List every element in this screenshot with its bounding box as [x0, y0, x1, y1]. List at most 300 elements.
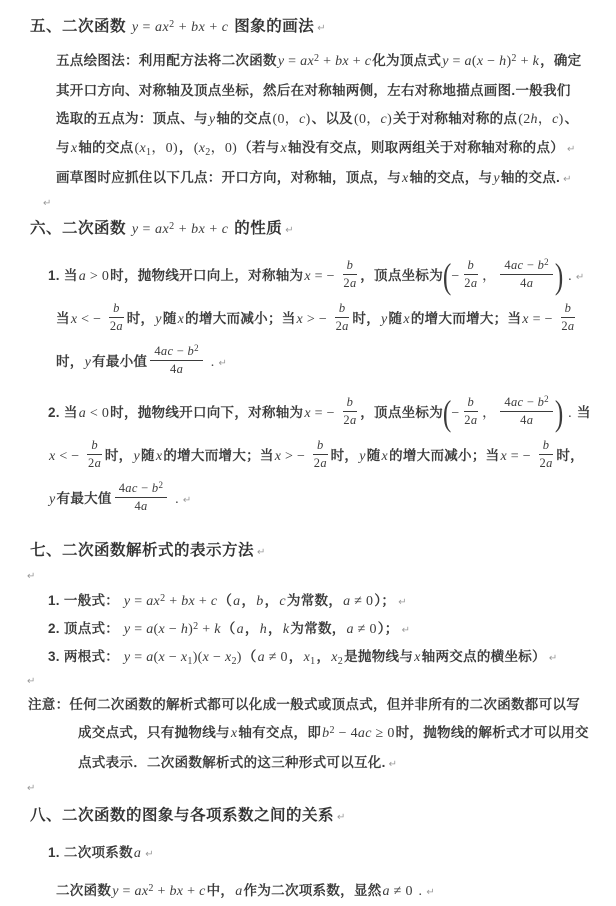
section-5-para-line-3 — [56, 105, 616, 134]
math-variable: y — [49, 492, 56, 508]
math-variable: a — [510, 258, 518, 272]
note-line-2 — [78, 719, 616, 749]
text-run: 点式表示．二次函数解析式的这三种形式可以互化. — [78, 755, 386, 770]
math-variable: k — [282, 622, 290, 637]
math-variable: c — [365, 726, 372, 741]
math-variable: x — [70, 312, 78, 328]
section-8-item-1 — [48, 840, 616, 868]
fraction — [115, 481, 168, 514]
fraction-numerator — [150, 344, 203, 361]
section-6-item-1-line-3 — [56, 341, 616, 384]
text-run: ， — [288, 649, 303, 664]
fraction-denominator — [464, 275, 479, 291]
fraction-denominator — [313, 455, 328, 471]
math-variable: c — [299, 112, 306, 127]
fraction — [464, 395, 479, 428]
paragraph-mark-icon: ↵ — [257, 547, 266, 558]
math-operator: ，0) — [210, 141, 238, 156]
math-run — [504, 258, 549, 272]
math-operator: 4 — [118, 481, 126, 495]
math-variable: x — [153, 594, 161, 609]
math-variable: x — [500, 449, 507, 465]
text-run: 时， — [352, 311, 381, 327]
math-operator: + — [198, 622, 215, 637]
math-operator: = — [130, 594, 147, 609]
math-variable: a — [94, 456, 102, 470]
math-variable: b — [467, 258, 475, 272]
math-run — [281, 141, 288, 156]
math-variable: a — [349, 276, 357, 290]
math-variable: x — [158, 622, 166, 637]
math-operator: 2 — [343, 413, 350, 427]
paragraph-mark-icon: ↵ — [145, 849, 154, 860]
math-variable: x — [230, 726, 238, 741]
paragraph-mark-icon: ↵ — [27, 676, 36, 687]
section-7-item-2 — [48, 616, 616, 644]
math-operator: 4 — [170, 362, 177, 376]
math-operator: (2 — [518, 112, 531, 127]
paragraph-mark-icon: ↵ — [401, 625, 410, 636]
math-run — [451, 400, 459, 428]
section-6-item-2-line-1 — [48, 392, 616, 435]
text-run: 关于对称轴对称的点 — [393, 111, 518, 126]
superscript: 2 — [169, 18, 175, 30]
text-run: 是抛物线与 — [344, 649, 414, 664]
paragraph-mark-icon: ↵ — [27, 783, 36, 794]
math-operator: 4 — [504, 258, 511, 272]
math-operator: > 0 — [86, 269, 110, 285]
math-operator: ) — [236, 650, 242, 665]
section-5-para-line-5 — [56, 164, 616, 194]
section-5-para-line-1 — [56, 47, 616, 77]
math-variable: h — [530, 112, 538, 127]
math-operator: + — [348, 54, 365, 69]
math-operator: 2 — [343, 276, 350, 290]
text-run: 化为顶点式 — [372, 53, 442, 68]
math-variable: a — [357, 726, 366, 741]
math-run — [520, 413, 533, 427]
math-operator: + — [174, 222, 192, 237]
text-run: ， — [316, 649, 331, 664]
superscript: 2 — [160, 592, 166, 604]
math-variable: b — [346, 395, 354, 409]
fraction-denominator — [343, 412, 358, 428]
note-line-1 — [28, 691, 616, 719]
text-run: 、 — [564, 111, 579, 126]
math-variable: a — [133, 846, 142, 861]
parenthesized-group — [444, 392, 562, 435]
math-operator: = — [448, 54, 465, 69]
text-run: 二次函数 — [56, 883, 112, 898]
math-variable: x — [403, 312, 410, 328]
text-run: ，顶点坐标为 — [360, 405, 444, 421]
math-variable: a — [342, 319, 349, 333]
math-run — [283, 622, 290, 637]
open-paren-icon: ( — [442, 393, 452, 434]
math-variable: b — [346, 258, 354, 272]
math-run — [113, 301, 120, 315]
math-variable: b — [338, 301, 346, 315]
math-variable: x — [476, 54, 484, 69]
text-run: 五、二次函数 — [30, 18, 131, 35]
math-operator: 4 — [520, 413, 527, 427]
math-run — [520, 276, 533, 290]
text-run: 成交点式，只有抛物线与 — [78, 725, 230, 740]
text-run: 为常数， — [286, 593, 343, 608]
math-variable: b — [467, 395, 475, 409]
math-operator: − — [165, 622, 181, 637]
superscript: 2 — [194, 343, 199, 354]
math-variable: c — [380, 112, 388, 127]
parenthesized-group — [444, 255, 562, 298]
text-run: 3. 两根式： — [48, 649, 120, 664]
math-variable: c — [364, 54, 372, 69]
math-run — [194, 141, 237, 156]
math-variable: x — [342, 54, 349, 69]
math-variable: a — [154, 222, 163, 237]
math-variable: x — [162, 222, 170, 237]
math-run — [347, 622, 377, 637]
paragraph-mark-icon: ↵ — [317, 23, 326, 34]
math-variable: a — [116, 319, 123, 333]
math-operator: ( — [193, 141, 199, 156]
math-variable: x — [303, 650, 311, 665]
math-variable: a — [526, 413, 534, 427]
math-variable: b — [542, 438, 550, 452]
math-variable: x — [198, 222, 206, 237]
text-run: 七、二次函数解析式的表示方法 — [30, 542, 255, 559]
math-run — [258, 650, 288, 665]
math-operator: . — [206, 355, 215, 371]
text-run: ， — [264, 593, 279, 608]
text-run: 轴的交点 — [216, 111, 272, 126]
math-operator: ≠ 0 — [264, 650, 288, 665]
math-operator: . — [414, 884, 423, 899]
superscript: 2 — [544, 257, 549, 268]
text-run: 为常数， — [290, 621, 346, 636]
paragraph-mark-icon: ↵ — [548, 653, 558, 664]
math-operator: = — [138, 222, 155, 237]
math-variable: b — [191, 222, 199, 237]
text-run: ， — [241, 593, 256, 608]
math-variable: c — [199, 884, 206, 899]
math-variable: a — [146, 594, 154, 609]
text-run: 轴两交点的横坐标） — [421, 649, 546, 664]
math-variable: x — [198, 20, 206, 35]
math-run — [317, 438, 324, 452]
math-run — [120, 650, 242, 665]
math-variable: h — [259, 622, 268, 637]
text-run: （若与 — [238, 140, 280, 155]
math-operator: 4 — [154, 344, 161, 358]
fraction-numerator — [115, 481, 168, 498]
empty-paragraph-4 — [24, 779, 616, 794]
math-run — [132, 222, 229, 237]
math-variable: x — [198, 141, 206, 156]
math-variable: h — [499, 54, 507, 69]
fraction-denominator — [115, 498, 168, 514]
math-operator: ，0) — [151, 141, 178, 156]
text-run: 轴的交点，与 — [409, 170, 493, 185]
text-run: 画草图时应抓住以下几点：开口方向，对称轴，顶点，与 — [56, 170, 401, 185]
text-run: ，顶点坐标为 — [360, 268, 444, 284]
note-line-3 — [78, 749, 616, 779]
math-operator: = — [118, 884, 135, 899]
math-variable: a — [464, 54, 472, 69]
math-run — [482, 400, 496, 428]
math-operator: ， — [537, 112, 553, 127]
text-run: ， — [178, 140, 193, 155]
math-variable: x — [49, 449, 56, 465]
close-paren-icon: ) — [554, 256, 564, 297]
math-run — [71, 141, 78, 156]
math-run — [120, 622, 221, 637]
math-variable: x — [402, 171, 409, 186]
paragraph-mark-icon: ↵ — [398, 597, 407, 608]
math-variable: a — [154, 20, 163, 35]
text-run: 六、二次函数 — [30, 220, 131, 237]
math-run — [155, 312, 162, 327]
math-run — [464, 413, 477, 427]
math-operator: . — [564, 269, 572, 285]
math-run — [119, 481, 164, 495]
fraction-numerator — [500, 258, 553, 275]
section-7-item-1 — [48, 588, 616, 616]
fraction — [539, 438, 554, 471]
math-variable: b — [335, 54, 343, 69]
math-variable: x — [381, 449, 389, 465]
math-run — [171, 492, 179, 507]
math-variable: y — [359, 449, 366, 465]
math-operator: − — [523, 258, 538, 272]
math-operator: ( — [153, 650, 159, 665]
math-operator: ( — [134, 141, 140, 156]
math-operator: − — [137, 481, 152, 495]
math-run — [482, 263, 496, 291]
math-variable: b — [91, 438, 98, 452]
math-operator: ≠ 0 — [389, 884, 413, 899]
math-run — [207, 355, 215, 370]
math-operator: = — [138, 20, 155, 35]
math-variable: b — [317, 438, 324, 452]
math-run — [464, 276, 477, 290]
text-run: 时，抛物线开口向上，对称轴为 — [110, 268, 304, 284]
math-variable: x — [162, 20, 170, 35]
math-run — [347, 395, 354, 409]
math-run — [343, 276, 356, 290]
math-operator: = − — [310, 269, 339, 285]
math-operator: = — [130, 650, 147, 665]
empty-paragraph-3 — [24, 672, 616, 687]
text-run: 当 — [56, 311, 70, 327]
math-variable: x — [274, 449, 282, 465]
math-variable: y — [133, 449, 140, 465]
math-variable: a — [146, 622, 154, 637]
math-variable: k — [214, 622, 221, 637]
text-run: 1. 一般式： — [48, 593, 120, 608]
math-variable: y — [112, 884, 119, 899]
fraction-numerator — [335, 301, 350, 318]
open-paren-icon: ( — [442, 256, 452, 297]
math-variable: a — [346, 622, 354, 637]
text-run: （ — [221, 621, 236, 636]
text-run: ， — [268, 621, 282, 636]
math-run — [178, 312, 185, 327]
math-variable: c — [279, 594, 286, 609]
math-variable: x — [70, 141, 78, 156]
paragraph-mark-icon: ↵ — [426, 887, 435, 898]
text-run: ， — [244, 621, 259, 636]
math-variable: b — [537, 258, 545, 272]
math-run — [154, 344, 199, 358]
math-operator: ( — [153, 622, 159, 637]
math-run — [133, 449, 140, 464]
fraction-denominator — [343, 275, 358, 291]
math-variable: a — [235, 884, 243, 899]
math-run — [565, 301, 572, 315]
math-variable: a — [125, 481, 132, 495]
text-run: （ — [242, 649, 257, 664]
text-run: 随 — [141, 448, 155, 464]
math-variable: a — [233, 594, 241, 609]
fraction-denominator — [500, 275, 553, 291]
math-variable: x — [158, 650, 166, 665]
math-run — [415, 884, 423, 899]
math-variable: y — [208, 112, 216, 127]
math-operator: = — [284, 54, 301, 69]
math-variable: a — [349, 413, 357, 427]
math-variable: x — [280, 141, 288, 156]
text-run: 随 — [162, 311, 177, 327]
math-variable: x — [296, 312, 304, 328]
text-run: 时， — [556, 448, 584, 464]
paragraph-mark-icon: ↵ — [337, 812, 346, 823]
math-run — [156, 449, 163, 464]
math-variable: y — [493, 171, 500, 186]
math-run — [120, 594, 217, 609]
math-operator: − — [523, 395, 538, 409]
math-run — [564, 406, 572, 421]
math-run — [297, 312, 331, 327]
math-variable: a — [470, 276, 478, 290]
math-run — [91, 438, 98, 452]
section-6-item-1-line-1 — [48, 255, 616, 298]
math-variable: c — [131, 481, 138, 495]
fraction-denominator — [561, 318, 576, 334]
superscript: 2 — [544, 394, 549, 405]
math-run — [304, 269, 338, 284]
math-run — [331, 650, 343, 665]
text-run: 选取的五点为：顶点、与 — [56, 111, 208, 126]
math-operator: − 4 — [334, 726, 358, 741]
math-operator: 2 — [539, 456, 547, 470]
section-5-title — [30, 13, 616, 43]
math-operator: ≠ 0 — [353, 622, 377, 637]
text-run: 作为二次项系数，显然 — [243, 883, 382, 898]
math-operator: ) — [188, 622, 194, 637]
text-run: 轴有交点，即 — [238, 725, 322, 740]
text-run: 有最大值 — [56, 491, 112, 507]
math-operator: + — [153, 884, 170, 899]
math-operator: ) — [387, 112, 393, 127]
text-run: 轴没有交点，则取两组关于对称轴对称的点） — [288, 140, 565, 155]
text-run: 其开口方向、对称轴及顶点坐标，然后在对称轴两侧，左右对称地描点画图.一般我们 — [56, 83, 571, 98]
subscript: 2 — [337, 655, 344, 667]
text-run: 轴的交点 — [78, 140, 134, 155]
text-run: 的增大而增大；当 — [410, 311, 522, 327]
superscript: 2 — [148, 882, 154, 894]
math-run — [414, 650, 421, 665]
superscript: 2 — [169, 220, 175, 232]
math-operator: 2 — [335, 319, 343, 333]
math-run — [278, 54, 371, 69]
math-run — [231, 726, 238, 741]
math-variable: x — [304, 406, 311, 422]
math-run — [381, 312, 388, 327]
close-paren-icon: ) — [554, 393, 564, 434]
math-variable: b — [169, 884, 177, 899]
math-run — [85, 355, 92, 370]
math-operator: = − — [528, 312, 557, 328]
subscript: 1 — [146, 146, 152, 158]
math-variable: a — [320, 456, 327, 470]
math-operator: 2 — [464, 276, 471, 290]
math-run — [402, 171, 409, 186]
math-operator: ， — [482, 268, 497, 284]
text-run: ，确定 — [540, 53, 582, 68]
math-variable: a — [141, 499, 148, 513]
math-variable: x — [141, 884, 149, 899]
section-6-item-1-line-2 — [56, 298, 616, 341]
math-variable: a — [567, 319, 575, 333]
math-variable: a — [78, 406, 87, 422]
fraction-numerator — [500, 395, 553, 412]
math-variable: y — [123, 622, 131, 637]
math-run — [134, 846, 141, 861]
math-run — [260, 622, 267, 637]
math-run — [275, 449, 309, 464]
math-run — [468, 395, 475, 409]
math-variable: a — [300, 54, 308, 69]
fraction — [313, 438, 328, 471]
math-operator: − — [209, 650, 225, 665]
math-operator: − — [451, 405, 460, 421]
math-variable: b — [256, 594, 264, 609]
math-operator: 4 — [520, 276, 527, 290]
fraction-numerator — [561, 301, 576, 318]
math-run — [522, 312, 556, 327]
math-variable: y — [123, 594, 131, 609]
fraction-numerator — [313, 438, 328, 455]
math-run — [493, 171, 500, 186]
math-run — [112, 884, 205, 899]
fraction-numerator — [464, 395, 479, 412]
math-run — [343, 413, 356, 427]
math-operator: > − — [303, 312, 331, 328]
math-variable: h — [180, 622, 189, 637]
math-operator: ≥ 0 — [371, 726, 395, 741]
math-variable: c — [210, 594, 218, 609]
fraction — [500, 258, 553, 291]
math-run — [49, 449, 83, 464]
fraction-numerator — [109, 301, 124, 318]
text-run: （ — [218, 593, 233, 608]
math-run — [354, 112, 392, 127]
math-run — [468, 258, 475, 272]
math-variable: k — [532, 54, 540, 69]
math-run — [110, 319, 123, 333]
text-run: 的增大而增大；当 — [163, 448, 274, 464]
